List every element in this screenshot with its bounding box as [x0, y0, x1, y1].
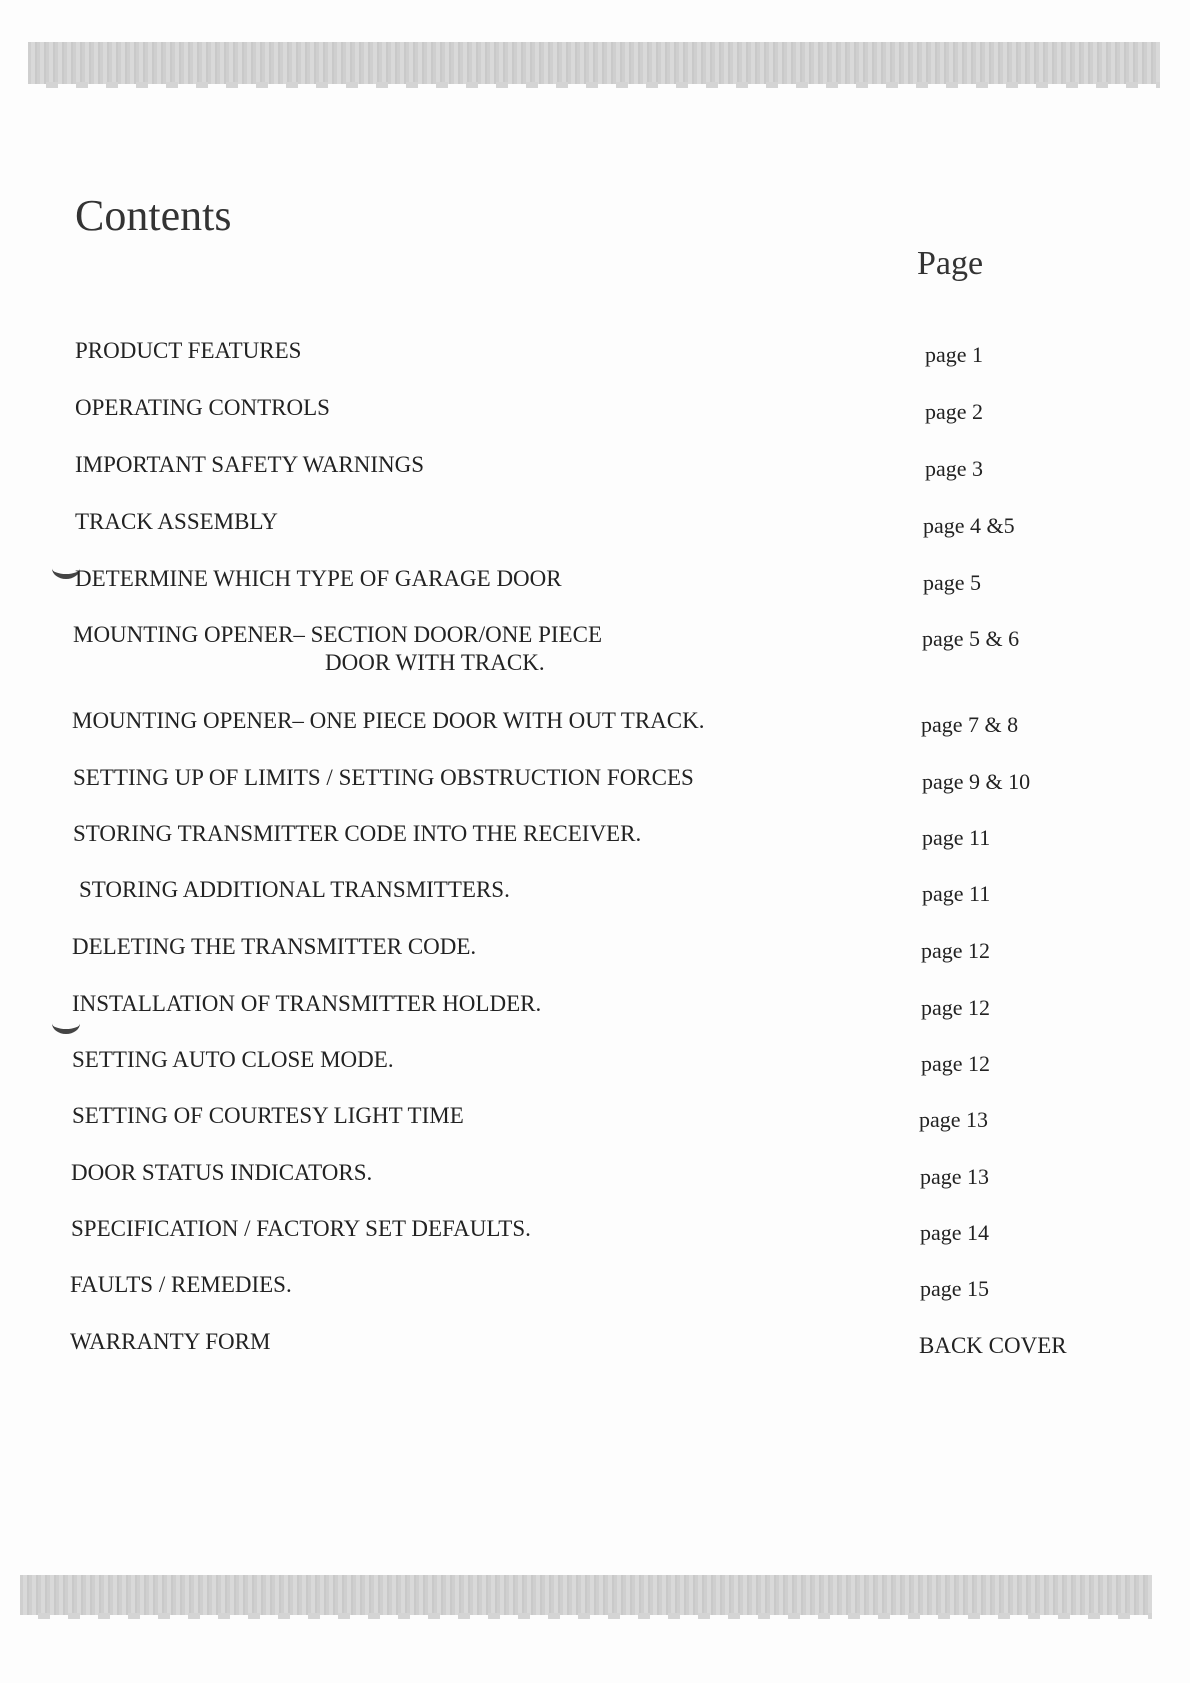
toc-entry-page: page 11 [922, 825, 991, 850]
toc-entry-page: page 12 [921, 1051, 991, 1076]
toc-entry-label: SETTING AUTO CLOSE MODE. [72, 1047, 394, 1072]
toc-entry-label: SETTING UP OF LIMITS / SETTING OBSTRUCTION FORCES [73, 765, 694, 790]
toc-entry-page: page 9 & 10 [922, 769, 1031, 794]
toc-entry-page: page 12 [921, 938, 991, 963]
toc-entry-label: TRACK ASSEMBLY [75, 509, 278, 534]
toc-entry-page: page 5 [923, 570, 982, 595]
toc-entry-page: page 13 [919, 1107, 989, 1132]
toc-entry-label: SPECIFICATION / FACTORY SET DEFAULTS. [71, 1216, 531, 1241]
toc-entry-page: page 3 [925, 456, 984, 481]
toc-entry-page: page 2 [925, 399, 984, 424]
page-column-header: Page [917, 245, 984, 282]
toc-entry-label-line2: DOOR WITH TRACK. [325, 650, 545, 675]
toc-entry-page: page 15 [920, 1276, 990, 1301]
toc-entry-page: page 1 [925, 342, 984, 367]
toc-entry-label: INSTALLATION OF TRANSMITTER HOLDER. [72, 991, 542, 1016]
toc-entry-label: WARRANTY FORM [70, 1329, 271, 1354]
toc-entry-page: page 7 & 8 [921, 712, 1019, 737]
toc-entry-label: DELETING THE TRANSMITTER CODE. [72, 934, 477, 959]
toc-entry-page: page 12 [921, 995, 991, 1020]
toc-entry-page: page 13 [920, 1164, 990, 1189]
top-decorative-band [28, 42, 1160, 84]
toc-entry-label: DETERMINE WHICH TYPE OF GARAGE DOOR [75, 566, 562, 591]
toc-entry-label: IMPORTANT SAFETY WARNINGS [75, 452, 425, 477]
toc-entry-label: STORING ADDITIONAL TRANSMITTERS. [79, 877, 510, 902]
toc-entry-label: MOUNTING OPENER– ONE PIECE DOOR WITH OUT TRACK. [72, 708, 705, 733]
toc-entry-page: page 5 & 6 [922, 626, 1020, 651]
page-title: Contents [75, 191, 232, 240]
toc-entry-page: page 14 [920, 1220, 990, 1245]
toc-entry-page: BACK COVER [919, 1333, 1067, 1358]
toc-entry-label [73, 622, 602, 676]
toc-entry-page: page 11 [922, 881, 991, 906]
toc-entry-label: SETTING OF COURTESY LIGHT TIME [72, 1103, 464, 1128]
toc-entry-label: FAULTS / REMEDIES. [70, 1272, 292, 1297]
toc-entry-label-line1: MOUNTING OPENER– SECTION DOOR/ONE PIECE [73, 622, 602, 647]
toc-entry-label: DOOR STATUS INDICATORS. [71, 1160, 373, 1185]
toc-entry-label: OPERATING CONTROLS [75, 395, 330, 420]
toc-entry-page: page 4 &5 [923, 513, 1015, 538]
toc-entry-label: PRODUCT FEATURES [75, 338, 302, 363]
bottom-decorative-band [20, 1575, 1152, 1615]
toc-entry-label: STORING TRANSMITTER CODE INTO THE RECEIVER. [73, 821, 642, 846]
